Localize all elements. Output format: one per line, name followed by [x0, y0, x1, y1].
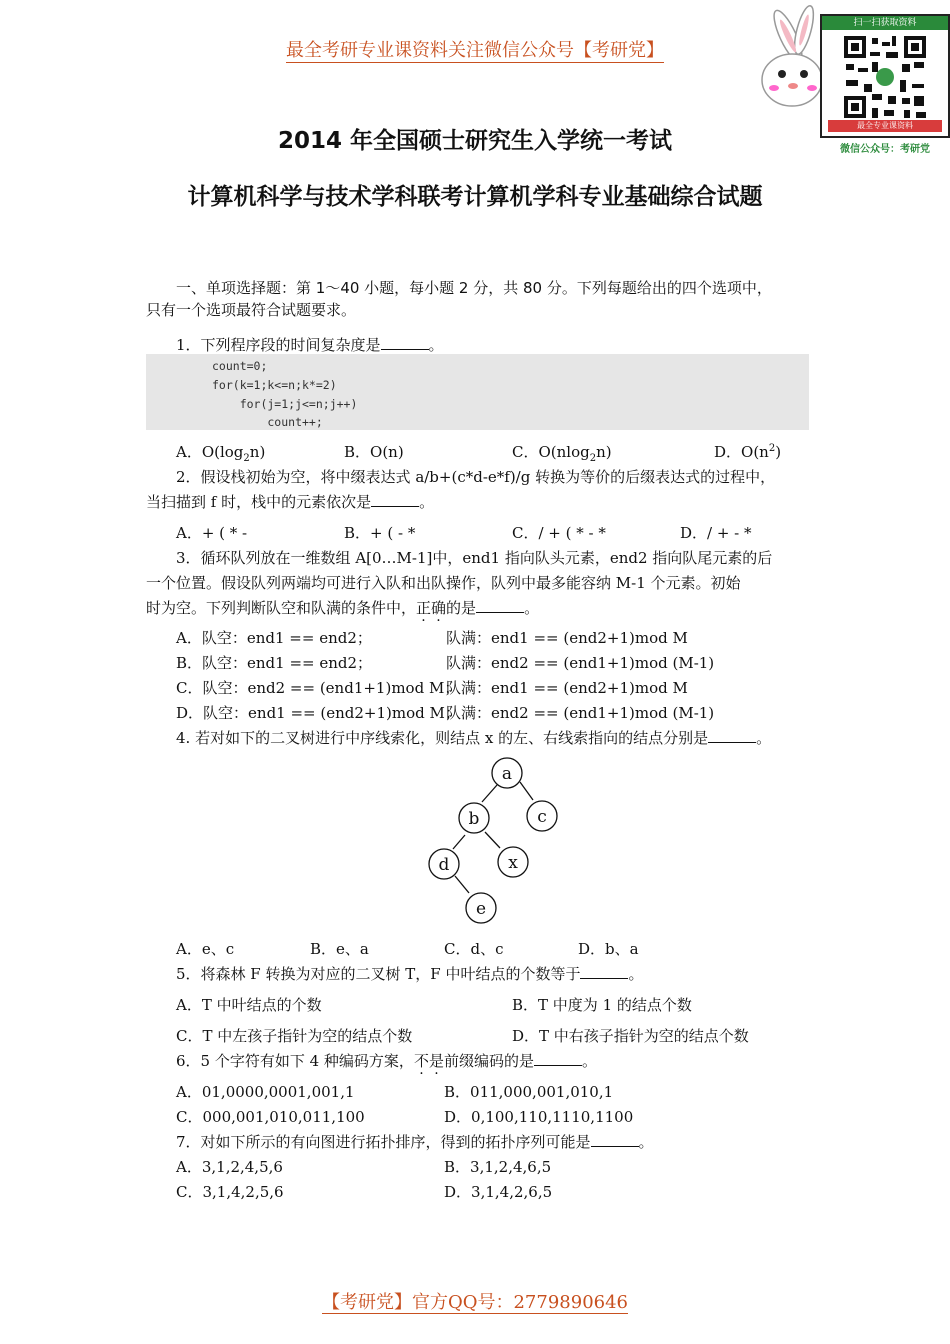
q2-blank: [371, 505, 419, 507]
q1-code-block: [146, 354, 809, 430]
q3-blank: [476, 611, 524, 613]
emphasis-char: 正: [416, 599, 432, 617]
binary-tree-diagram: [420, 752, 580, 930]
q5-option-d: D．T 中右孩子指针为空的结点个数: [512, 1027, 749, 1045]
section-intro-line2: 只有一个选项最符合试题要求。: [146, 301, 357, 319]
q4-blank: [708, 741, 756, 743]
q6-option-a: A．01,0000,0001,001,1: [176, 1083, 355, 1101]
rabbit-mascot-icon: [748, 4, 828, 116]
q3-option-c-full: 队满：end1 == (end2+1)mod M: [446, 679, 688, 697]
emphasis-char: 不: [413, 1052, 429, 1070]
promo-banner: 最全考研专业课资料关注微信公众号【考研党】: [286, 40, 664, 61]
q7-option-a: A．3,1,2,4,5,6: [176, 1158, 283, 1176]
q1-option-c: C．O(nlog$_2$n): [512, 443, 612, 464]
q1-blank: [381, 348, 429, 350]
q2-option-b: B．+ ( - *: [344, 524, 416, 542]
q6-option-b: B．011,000,001,010,1: [444, 1083, 614, 1101]
q7-option-c: C．3,1,4,2,5,6: [176, 1183, 284, 1201]
q2-option-c: C．/ + ( * - *: [512, 524, 606, 542]
q1-option-a: A．$O(\log_2n)$: [176, 443, 266, 464]
tree-label-a: a: [501, 764, 513, 784]
tree-edge: [520, 782, 533, 800]
q5-stem: 5．将森林 F 转换为对应的二叉树 T，F 中叶结点的个数等于 。: [176, 965, 644, 983]
q5-blank: [580, 977, 628, 979]
qr-top-label: 扫一扫获取资料: [822, 16, 948, 30]
q3-option-d-empty: D．队空：end1 == (end2+1)mod M；: [176, 704, 460, 722]
qr-pattern-icon: [842, 34, 928, 120]
tree-label-c: c: [537, 807, 547, 827]
footer-contact: 【考研党】官方QQ号：2779890646: [321, 1292, 629, 1313]
exam-subtitle: 计算机科学与技术学科联考计算机学科专业基础综合试题: [187, 184, 763, 210]
exam-title: 2014 年全国硕士研究生入学统一考试: [277, 128, 673, 154]
q3-stem-line3: 时为空。下列判断队空和队满的条件中，正确的是 。: [146, 599, 540, 617]
tree-label-d: d: [438, 855, 450, 875]
q3-option-d-full: 队满：end2 == (end1+1)mod (M-1): [446, 704, 715, 722]
q6-option-d: D．0,100,110,1110,1100: [444, 1108, 634, 1126]
q6-blank: [534, 1064, 582, 1066]
tree-edge: [485, 832, 500, 848]
q3-stem-line1: 3．循环队列放在一维数组 A[0…M-1]中，end1 指向队头元素，end2 指向队尾元素的后: [176, 549, 773, 567]
qr-code: [820, 14, 950, 138]
tree-edge: [453, 835, 465, 849]
tree-label-x: x: [508, 853, 518, 873]
emphasis-char: 确: [431, 599, 447, 617]
q2-option-d: D．/ + - *: [680, 524, 752, 542]
q3-option-b-empty: B．队空：end1 == end2；: [176, 654, 373, 672]
q7-option-d: D．3,1,4,2,6,5: [444, 1183, 553, 1201]
q2-option-a: A．+ ( * -: [176, 524, 248, 542]
tree-label-b: b: [468, 809, 480, 829]
emphasis-char: 是: [428, 1052, 444, 1070]
code-line: for(j=1;j<=n;j++): [212, 397, 358, 411]
q6-stem: 6．5 个字符有如下 4 种编码方案，不是前缀编码的是 。: [176, 1052, 597, 1070]
q3-option-a-empty: A．队空：end1 == end2；: [176, 629, 372, 647]
q1-stem: 1．下列程序段的时间复杂度是 。: [176, 336, 444, 354]
q3-stem-line2: 一个位置。假设队列两端均可进行入队和出队操作，队列中最多能容纳 M-1 个元素。初始: [146, 574, 741, 592]
q4-option-b: B．e、a: [310, 940, 369, 958]
tree-label-e: e: [475, 899, 487, 919]
q4-option-a: A．e、c: [176, 940, 235, 958]
code-line: count=0;: [212, 359, 268, 373]
q4-stem: 4. 若对如下的二叉树进行中序线索化，则结点 x 的左、右线索指向的结点分别是 。: [176, 729, 772, 747]
q3-option-a-full: 队满：end1 == (end2+1)mod M: [446, 629, 688, 647]
q5-option-c: C．T 中左孩子指针为空的结点个数: [176, 1027, 413, 1045]
q2-stem-line2: 当扫描到 f 时，栈中的元素依次是 。: [146, 493, 435, 511]
q3-option-b-full: 队满：end2 == (end1+1)mod (M-1): [446, 654, 715, 672]
tree-edge: [455, 876, 469, 893]
q7-option-b: B．3,1,2,4,6,5: [444, 1158, 552, 1176]
q1-option-b: B．O(n): [344, 443, 404, 461]
q1-option-d: D．$O(n^2)$: [714, 443, 782, 461]
section-intro-line1: 一、单项选择题：第 1～40 小题，每小题 2 分，共 80 分。下列每题给出的四个选项中，: [176, 279, 772, 297]
q4-option-c: C．d、c: [444, 940, 504, 958]
q7-blank: [591, 1145, 639, 1147]
q7-stem: 7．对如下所示的有向图进行拓扑排序，得到的拓扑序列可能是 。: [176, 1133, 654, 1151]
tree-edge: [482, 785, 497, 802]
q6-option-c: C．000,001,010,011,100: [176, 1108, 365, 1126]
code-line: count++;: [212, 415, 323, 429]
q2-stem-line1: 2．假设栈初始为空，将中缀表达式 a/b+(c*d-e*f)/g 转换为等价的后缀表达式的过程中，: [176, 468, 776, 486]
q5-option-a: A．T 中叶结点的个数: [176, 996, 322, 1014]
q5-option-b: B．T 中度为 1 的结点个数: [512, 996, 692, 1014]
q3-option-c-empty: C．队空：end2 == (end1+1)mod M；: [176, 679, 460, 697]
qr-bottom-label: 最全专业课资料: [828, 120, 942, 132]
q4-option-d: D．b、a: [578, 940, 639, 958]
code-line: for(k=1;k<=n;k*=2): [212, 378, 337, 392]
qr-caption: 微信公众号：考研党: [840, 144, 930, 155]
